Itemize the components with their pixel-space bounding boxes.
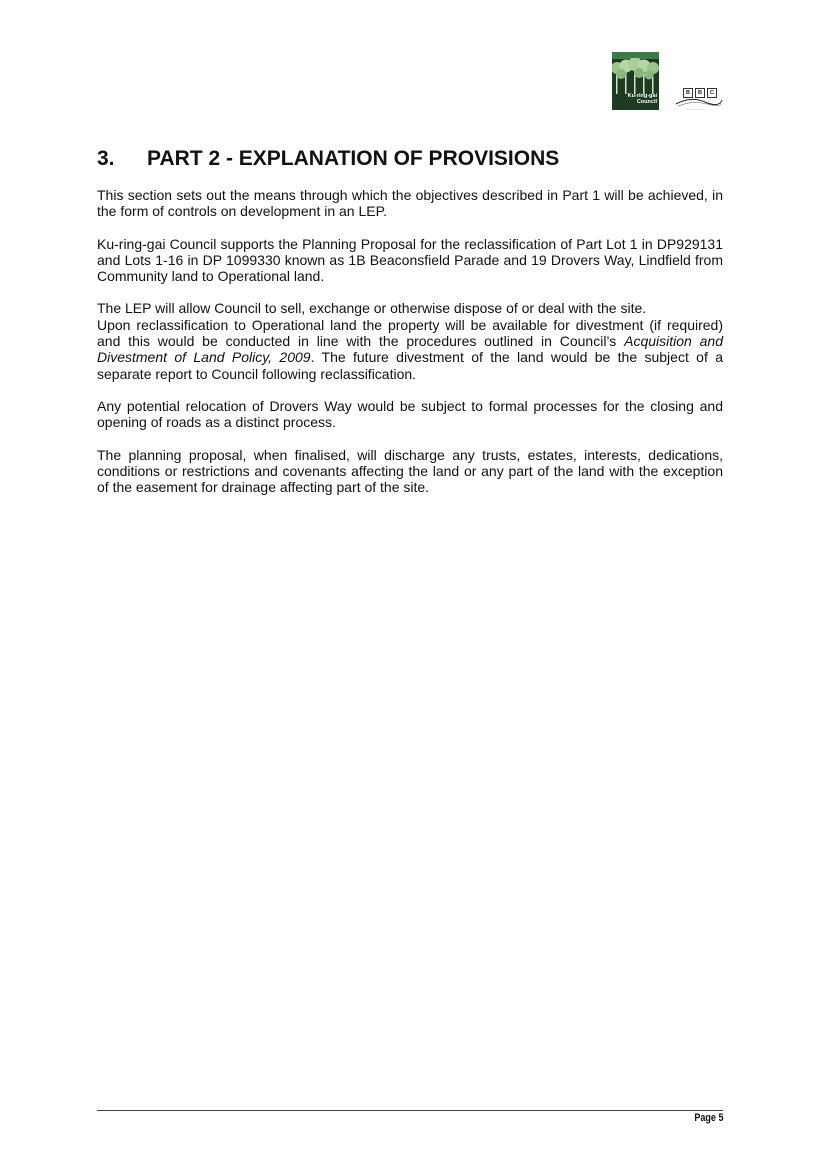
bbc-letter: B [683,88,693,98]
paragraph: Any potential relocation of Drovers Way would be subject to formal processes for the closing and opening of roads as a distinct process. [97,397,723,431]
paragraph: Ku-ring-gai Council supports the Planning Proposal for the reclassification of Part Lot 1 in DP929131 and Lots 1-16 in DP 1099330 known as 1B Beaconsfield Parade and 19 Drovers Way, Lindfield from Community land to Operational land. [97,235,723,285]
paragraph: The planning proposal, when finalised, will discharge any trusts, estates, interests, dedications, conditions or restrictions and covenants affecting the land or any part of the land with the exception of the easement for drainage affecting part of the site. [97,446,723,496]
document-body [97,187,723,511]
bbc-letter: B [695,88,705,98]
council-logo [612,52,659,110]
section-heading [97,146,559,172]
paragraph-text: . The future divestment of the land would be the subject of a separate report to Council following reclassification. [97,349,723,382]
policy-title: Acquisition and Divestment of Land Policy, 2009 [97,333,724,366]
paragraph [97,317,723,382]
paragraph-text: Upon reclassification to Operational land the property will be available for divestment (if required) and this would be conducted in line with the procedures outlined in Council’s [97,316,723,350]
footer-divider [97,1110,723,1111]
tree-icon [612,58,659,94]
bbc-logo [675,88,723,112]
swoosh-icon [675,95,723,107]
section-title: PART 2 - EXPLANATION OF PROVISIONS [147,147,560,170]
header-logos [612,52,724,112]
bbc-letter: C [707,88,717,98]
paragraph: This section sets out the means through which the objectives described in Part 1 will be achieved, in the form of controls on development in an LEP. [97,187,723,220]
section-number: 3. [97,147,115,170]
council-logo-text: Ku-ring-gai Council [627,93,657,105]
page-number: Page 5 [693,1112,723,1124]
paragraph: The LEP will allow Council to sell, exchange or otherwise dispose of or deal with the site. [97,300,647,317]
bbc-tagline-mark: ────────── [687,108,705,111]
